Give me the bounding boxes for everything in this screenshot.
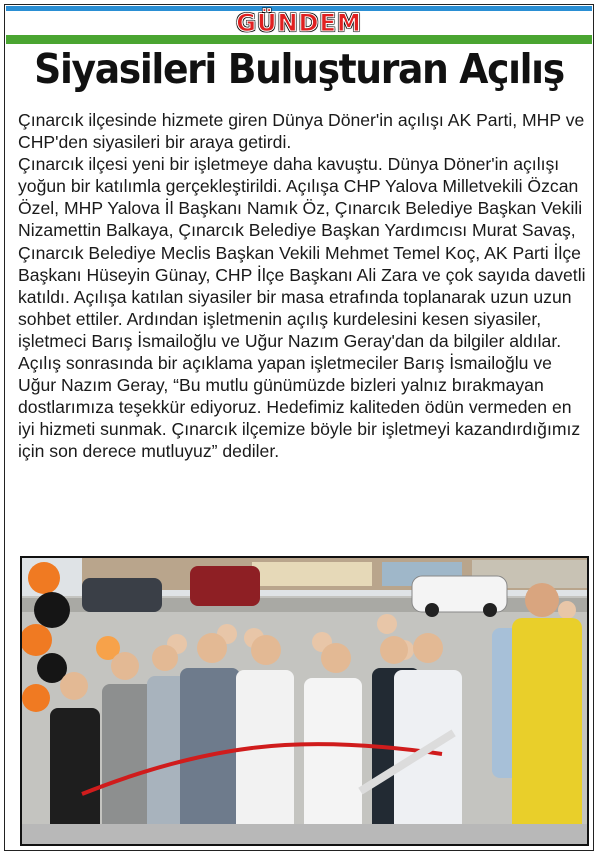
page-frame <box>4 4 594 851</box>
article-headline: Siyasileri Buluşturan Açılış <box>34 45 564 93</box>
article-paragraph: Çınarcık ilçesi yeni bir işletmeye daha kavuştu. Dünya Döner'in açılışı yoğun bir katılımla gerçekleştirildi. Açılışa CHP Yalova Milletvekili Özcan Özel, MHP Yalova İl Başkanı Namık Öz, Çınarcık Belediye Başkan Vekili Nizamettin Balkaya, Çınarcık Belediye Başkan Yardımcısı Murat Savaş, Çınarcık Belediye Meclis Başkan Vekili Mehmet Temel Koç, AK Parti İlçe Başkanı Hüseyin Günay, CHP İlçe Başkanı Ali Zara ve çok sayıda davetli katıldı. Açılışa katılan siyasiler bir masa etrafında toplanarak uzun uzun sohbet ettiler. Ardından işletmenin açılış kurdelesini kesen siyasiler, işletmeci Barış İsmailoğlu ve Uğur Nazım Geray'dan da bilgiler aldılar. Açılış sonrasında bir açıklama yapan işletmeciler Barış İsmailoğlu ve Uğur Nazım Geray, “Bu mutlu günümüzde bizleri yalnız bırakmayan dostlarımıza teşekkür ediyoruz. Hedefimiz kaliteden ödün vermeden en iyi hizmeti sunmak. Çınarcık ilçemize böyle bir işletmeyi kazandırdığımız için son derece mutluyuz” dediler. <box>18 154 586 462</box>
article-photo <box>20 556 589 846</box>
article-body <box>18 109 588 463</box>
section-label: GÜNDEM <box>236 9 362 37</box>
ribbon-cutting-photo <box>22 558 587 844</box>
article-paragraph: Çınarcık ilçesinde hizmete giren Dünya Döner'in açılışı AK Parti, MHP ve CHP'den siyasileri bir araya getirdi. <box>18 110 585 153</box>
